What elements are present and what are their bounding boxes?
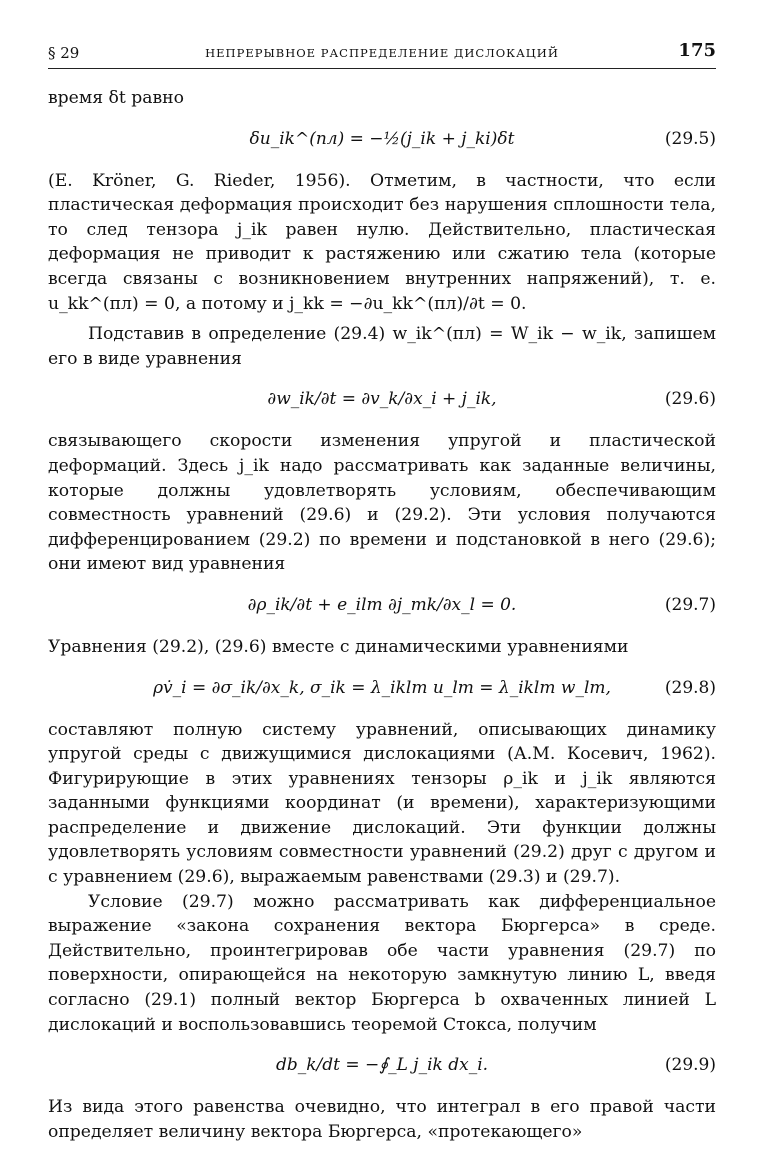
equation-29-7 bbox=[48, 577, 716, 635]
page-number: 175 bbox=[678, 40, 716, 61]
running-header bbox=[48, 38, 716, 69]
paragraph: Подставив в определение (29.4) w_ik^(пл) = W_ik − w_ik, запишем его в виде уравнения bbox=[48, 324, 716, 369]
equation-number: (29.7) bbox=[664, 594, 716, 615]
equation-number: (29.8) bbox=[664, 677, 716, 698]
equation-29-9 bbox=[48, 1037, 716, 1095]
equation-formula: ∂w_ik/∂t = ∂v_k/∂x_i + j_ik, bbox=[267, 389, 497, 410]
equation-29-6 bbox=[48, 371, 716, 429]
equation-number: (29.6) bbox=[664, 389, 716, 410]
equation-29-8 bbox=[48, 660, 716, 718]
equation-formula: ∂ρ_ik/∂t + e_ilm ∂j_mk/∂x_l = 0. bbox=[247, 594, 517, 615]
paragraph: Уравнения (29.2), (29.6) вместе с динамическими уравнениями bbox=[48, 636, 629, 657]
page-body bbox=[48, 86, 716, 1144]
equation-number: (29.9) bbox=[664, 1055, 716, 1076]
paragraph: Из вида этого равенства очевидно, что интеграл в его правой части определяет величину вектора Бюргерса, «протекающего» bbox=[48, 1097, 716, 1142]
equation-formula: δu_ik^(пл) = −½(j_ik + j_ki)δt bbox=[249, 128, 515, 149]
equation-formula: ρv̇_i = ∂σ_ik/∂x_k, σ_ik = λ_iklm u_lm = λ_iklm w_lm, bbox=[153, 677, 611, 698]
paragraph: Условие (29.7) можно рассматривать как дифференциальное выражение «закона сохранения вектора Бюргерса» в среде. Действительно, проинтегрировав обе части уравнения (29.7) по поверхности, опирающейся на некоторую замкнутую линию L, введя согласно (29.1) полный вектор Бюргерса b охваченных линией L дислокаций и воспользовавшись теоремой Стокса, получим bbox=[48, 891, 716, 1035]
header-title: НЕПРЕРЫВНОЕ РАСПРЕДЕЛЕНИЕ ДИСЛОКАЦИЙ bbox=[205, 46, 559, 60]
section-number: § 29 bbox=[48, 44, 80, 62]
paragraph: (E. Kröner, G. Rieder, 1956). Отметим, в частности, что если пластическая деформация происходит без нарушения сплошности тела, то след тензора j_ik равен нулю. Действительно, пластическая деформация не приводит к растяжению или сжатию тела (которые всегда связаны с возникновением внутренних напряжений), т. е. u_kk^(пл) = 0, а потому и j_kk = −∂u_kk^(пл)/∂t = 0. bbox=[48, 170, 716, 314]
paragraph: время δt равно bbox=[48, 88, 184, 108]
equation-29-5 bbox=[48, 111, 716, 169]
equation-number: (29.5) bbox=[664, 128, 716, 149]
paragraph: составляют полную систему уравнений, описывающих динамику упругой среды с движущимися дислокациями (А.М. Косевич, 1962). Фигурирующие в этих уравнениях тензоры ρ_ik и j_ik являются заданными функциями координат (и времени), характеризующими распределение и движение дислокаций. Эти функции должны удовлетворять условиям совместности уравнений (29.2) друг с другом и с уравнением (29.6), выражаемым равенствами (29.3) и (29.7). bbox=[48, 719, 716, 888]
equation-formula: db_k/dt = −∮_L j_ik dx_i. bbox=[275, 1055, 489, 1076]
paragraph: связывающего скорости изменения упругой и пластической деформаций. Здесь j_ik надо рассматривать как заданные величины, которые должны удовлетворять условиям, обеспечивающим совместность уравнений (29.6) и (29.2). Эти условия получаются дифференцированием (29.2) по времени и подстановкой в него (29.6); они имеют вид уравнения bbox=[48, 431, 716, 575]
